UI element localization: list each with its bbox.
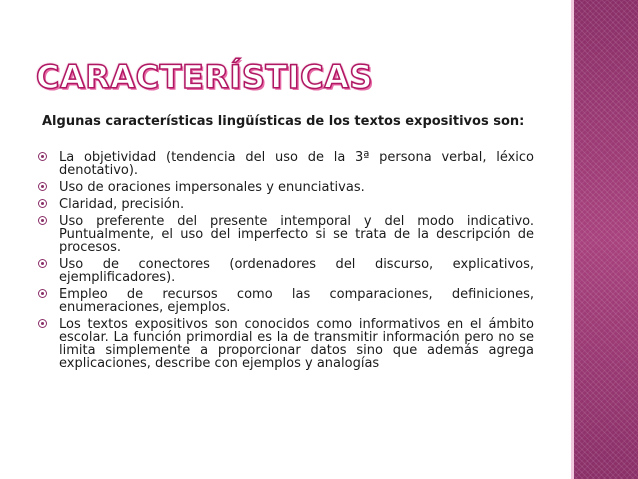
list-item-text: Claridad, precisión.	[59, 197, 185, 212]
list-item-text: Uso de oraciones impersonales y enunciativas.	[59, 180, 365, 195]
circle-dot-icon	[38, 199, 47, 208]
circle-dot-icon	[38, 319, 47, 328]
characteristics-list	[36, 151, 534, 374]
list-item	[36, 198, 534, 211]
list-item	[36, 288, 534, 314]
side-band-edge	[571, 0, 574, 479]
list-item-text: Los textos expositivos son conocidos como informativos en el ámbito escolar. La función primordial es la de transmitir información pero no se limita simplemente a proporcionar datos sino que además agrega explicaciones, describe con ejemplos y analogías	[59, 317, 534, 371]
circle-dot-icon	[38, 259, 47, 268]
circle-dot-icon	[38, 182, 47, 191]
list-item-text: La objetividad (tendencia del uso de la 3ª persona verbal, léxico denotativo).	[59, 150, 534, 178]
list-item	[36, 181, 534, 194]
list-item-text: Uso preferente del presente intemporal y del modo indicativo. Puntualmente, el uso del imperfecto si se trata de la descripción de procesos.	[59, 214, 534, 255]
circle-dot-icon	[38, 289, 47, 298]
list-item	[36, 215, 534, 254]
slide-subtitle: Algunas características lingüísticas de los textos expositivos son:	[42, 114, 525, 129]
slide-title: CARACTERÍSTICAS	[36, 58, 373, 96]
circle-dot-icon	[38, 152, 47, 161]
list-item	[36, 318, 534, 370]
circle-dot-icon	[38, 216, 47, 225]
decorative-side-band	[571, 0, 638, 479]
list-item	[36, 258, 534, 284]
list-item	[36, 151, 534, 177]
list-item-text: Empleo de recursos como las comparaciones, definiciones, enumeraciones, ejemplos.	[59, 287, 534, 315]
list-item-text: Uso de conectores (ordenadores del discurso, explicativos, ejemplificadores).	[59, 257, 534, 285]
